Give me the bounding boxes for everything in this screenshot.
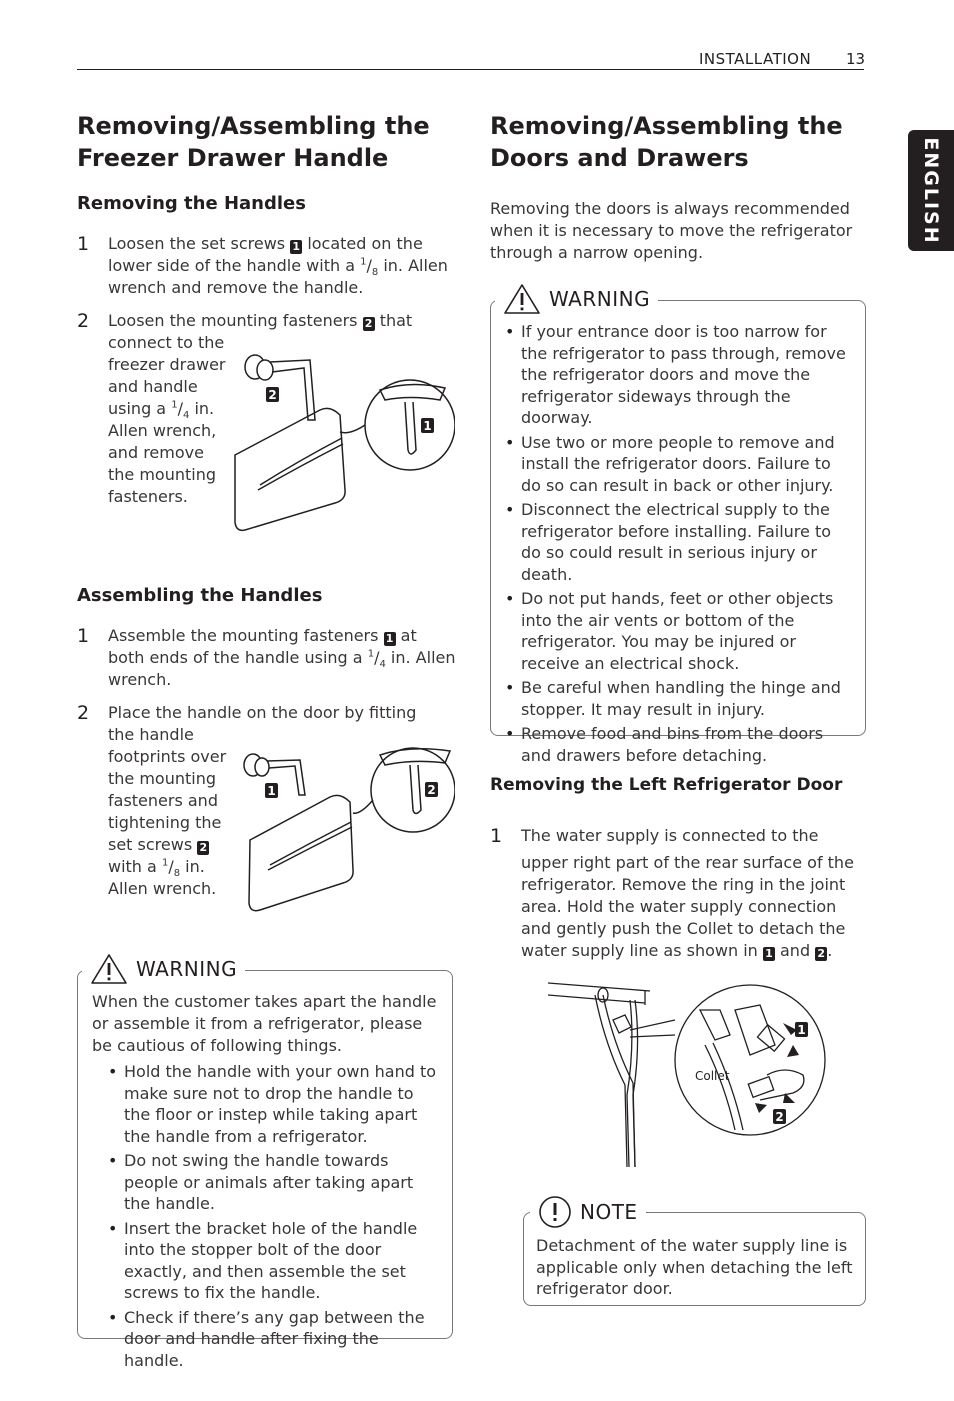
warning-label: WARNING bbox=[136, 957, 238, 981]
list-item: • Be careful when handling the hinge and stopper. It may result in injury. bbox=[505, 677, 855, 720]
text-run: the handle bbox=[108, 725, 194, 744]
text-run: Place the handle on the door by fitting bbox=[108, 703, 417, 722]
text-run: footprints over bbox=[108, 747, 227, 766]
page-number: 13 bbox=[846, 50, 866, 68]
removing-step1-text: Loosen the set screws 1 located on the lower side of the handle with a $^1/_8$ in. Allen wrench and remove the handle. bbox=[108, 234, 448, 297]
text-run: and handle bbox=[108, 377, 198, 396]
left-title-line1: Removing/Assembling the bbox=[77, 112, 430, 140]
text-run: located on the bbox=[307, 234, 423, 253]
right-intro: Removing the doors is always recommended when it is necessary to move the refrigerator through a narrow opening. bbox=[490, 199, 853, 262]
text-run: Allen wrench. bbox=[108, 879, 217, 898]
text-run: the mounting bbox=[108, 769, 217, 788]
fraction-den: 4 bbox=[379, 659, 386, 671]
badge-2-icon: 2 bbox=[815, 947, 827, 961]
step-number: 2 bbox=[77, 702, 90, 724]
right-warning-box bbox=[490, 287, 866, 765]
badge-1-label: 1 bbox=[797, 1023, 806, 1037]
list-item: • Remove food and bins from the doors and drawers before detaching. bbox=[505, 723, 855, 766]
text-run: both ends of the handle using a bbox=[108, 648, 363, 667]
left-warning-list bbox=[108, 1061, 443, 1374]
text-run: connect to the bbox=[108, 333, 225, 352]
right-title-line2: Doors and Drawers bbox=[490, 144, 749, 172]
step-number: 1 bbox=[77, 233, 90, 255]
text-run: Allen wrench, bbox=[108, 421, 217, 440]
assembling-step2-text: Place the handle on the door by fitting the handle footprints over the mounting fasteners and tightening the set screws 2 with a $^1/_8$ in. Allen wrench. bbox=[108, 703, 417, 898]
language-tab bbox=[908, 130, 954, 251]
language-tab-label: ENGLISH bbox=[920, 136, 942, 245]
note-box bbox=[523, 1200, 866, 1306]
list-item: • Do not put hands, feet or other objects into the air vents or bottom of the refrigerator. You may be injured or receive an electrical shock. bbox=[505, 588, 855, 674]
list-item: • Check if there’s any gap between the door and handle after fixing the handle. bbox=[108, 1307, 443, 1372]
warning-title bbox=[82, 953, 245, 985]
badge-2-label: 2 bbox=[268, 388, 277, 402]
water-supply-illustration bbox=[545, 975, 840, 1170]
badge-2-label: 2 bbox=[775, 1110, 784, 1124]
list-item: • Insert the bracket hole of the handle into the stopper bolt of the door exactly, and then assemble the set screws to fix the handle. bbox=[108, 1218, 443, 1304]
step-number: 2 bbox=[77, 310, 90, 332]
assembling-step1-text: Assemble the mounting fasteners 1 at both ends of the handle using a $^1/_4$ in. Allen wrench. bbox=[108, 626, 456, 689]
collet-label: Collet bbox=[695, 1069, 730, 1083]
text-run: upper right part of the rear surface of the refrigerator. Remove the ring in the joint area. Hold the water supply connection and gently push the Collet to detach the water supply line as shown in bbox=[521, 853, 854, 960]
text-run: . bbox=[827, 941, 833, 960]
text-run: the mounting bbox=[108, 465, 217, 484]
text-run: lower side of the handle with a bbox=[108, 256, 355, 275]
fraction-num: 1 bbox=[360, 256, 367, 268]
badge-1-label: 1 bbox=[267, 784, 276, 798]
step-number: 1 bbox=[77, 625, 90, 647]
left-warning-box bbox=[77, 957, 453, 1370]
left-title bbox=[77, 110, 430, 174]
badge-2-icon: 2 bbox=[363, 317, 375, 331]
assembling-handle-illustration bbox=[235, 735, 455, 915]
list-item: • Do not swing the handle towards people or animals after taking apart the handle. bbox=[108, 1150, 443, 1215]
left-door-step1-text bbox=[521, 825, 857, 962]
note-title bbox=[530, 1195, 646, 1229]
step-number: 1 bbox=[490, 825, 503, 847]
text-run: Assemble the mounting fasteners bbox=[108, 626, 379, 645]
right-warning-list bbox=[505, 321, 855, 769]
warning-label: WARNING bbox=[549, 287, 651, 311]
list-item: • Use two or more people to remove and install the refrigerator doors. Failure to do so can result in back or other injury. bbox=[505, 432, 855, 497]
badge-2-icon: 2 bbox=[197, 841, 209, 855]
badge-2-label: 2 bbox=[427, 783, 436, 797]
fraction-den: 4 bbox=[182, 410, 190, 422]
text-run: fasteners. bbox=[108, 487, 188, 506]
warning-intro: When the customer takes apart the handle or assemble it from a refrigerator, please be cautious of following things. bbox=[92, 992, 437, 1055]
fraction-den: 8 bbox=[371, 267, 379, 279]
left-title-line2: Freezer Drawer Handle bbox=[77, 144, 389, 172]
fraction-den: 8 bbox=[173, 868, 181, 880]
text-run: that bbox=[379, 311, 413, 330]
running-header-section: INSTALLATION bbox=[699, 50, 812, 68]
badge-1-icon: 1 bbox=[384, 632, 396, 646]
text-run: and remove bbox=[108, 443, 204, 462]
text-run: in. Allen bbox=[383, 256, 448, 275]
text-run: using a bbox=[108, 399, 167, 418]
right-title bbox=[490, 110, 843, 174]
fraction-num: 1 bbox=[161, 857, 169, 869]
text-run: with a bbox=[108, 857, 157, 876]
text-run: tightening the bbox=[108, 813, 222, 832]
fraction-num: 1 bbox=[171, 399, 178, 411]
warning-triangle-icon bbox=[90, 953, 128, 985]
badge-1-label: 1 bbox=[423, 419, 432, 433]
badge-1-icon: 1 bbox=[763, 947, 775, 961]
text-run: wrench and remove the handle. bbox=[108, 278, 364, 297]
text-run: freezer drawer bbox=[108, 355, 226, 374]
warning-triangle-icon bbox=[503, 283, 541, 315]
left-door-heading: Removing the Left Refrigerator Door bbox=[490, 775, 843, 795]
badge-1-icon: 1 bbox=[290, 240, 302, 254]
warning-title bbox=[495, 283, 658, 315]
text-run: at bbox=[400, 626, 417, 645]
note-label: NOTE bbox=[580, 1200, 638, 1224]
text-run: set screws bbox=[108, 835, 193, 854]
text-run: wrench. bbox=[108, 670, 172, 689]
list-item: • Disconnect the electrical supply to the refrigerator before installing. Failure to do so could result in serious injury or death. bbox=[505, 499, 855, 585]
removing-handles-heading: Removing the Handles bbox=[77, 193, 306, 214]
text-run: Loosen the set screws bbox=[108, 234, 286, 253]
info-exclamation-icon bbox=[538, 1195, 572, 1229]
list-item: • If your entrance door is too narrow for the refrigerator to pass through, remove the refrigerator doors and move the refrigerator sideways through the doorway. bbox=[505, 321, 855, 429]
right-title-line1: Removing/Assembling the bbox=[490, 112, 843, 140]
text-run: fasteners and bbox=[108, 791, 218, 810]
assembling-handles-heading: Assembling the Handles bbox=[77, 585, 323, 606]
note-text: Detachment of the water supply line is applicable only when detaching the left refrigerator door. bbox=[536, 1236, 853, 1298]
header-rule bbox=[77, 69, 864, 70]
text-run: Loosen the mounting fasteners bbox=[108, 311, 358, 330]
list-item: • Hold the handle with your own hand to make sure not to drop the handle to the floor or instep while taking apart the handle from a refrigerator. bbox=[108, 1061, 443, 1147]
text-run: in. Allen bbox=[390, 648, 456, 667]
text-run: in. bbox=[185, 857, 205, 876]
removing-step2-text: Loosen the mounting fasteners 2 that connect to the freezer drawer and handle using a $^1/_4$ in. Allen wrench, and remove the mounting fasteners. bbox=[108, 311, 413, 506]
fraction-num: 1 bbox=[367, 648, 375, 660]
text-run: in. bbox=[194, 399, 215, 418]
text-run: The water supply is connected to the bbox=[521, 826, 819, 845]
text-run: and bbox=[780, 941, 811, 960]
removing-handle-illustration bbox=[230, 340, 455, 535]
